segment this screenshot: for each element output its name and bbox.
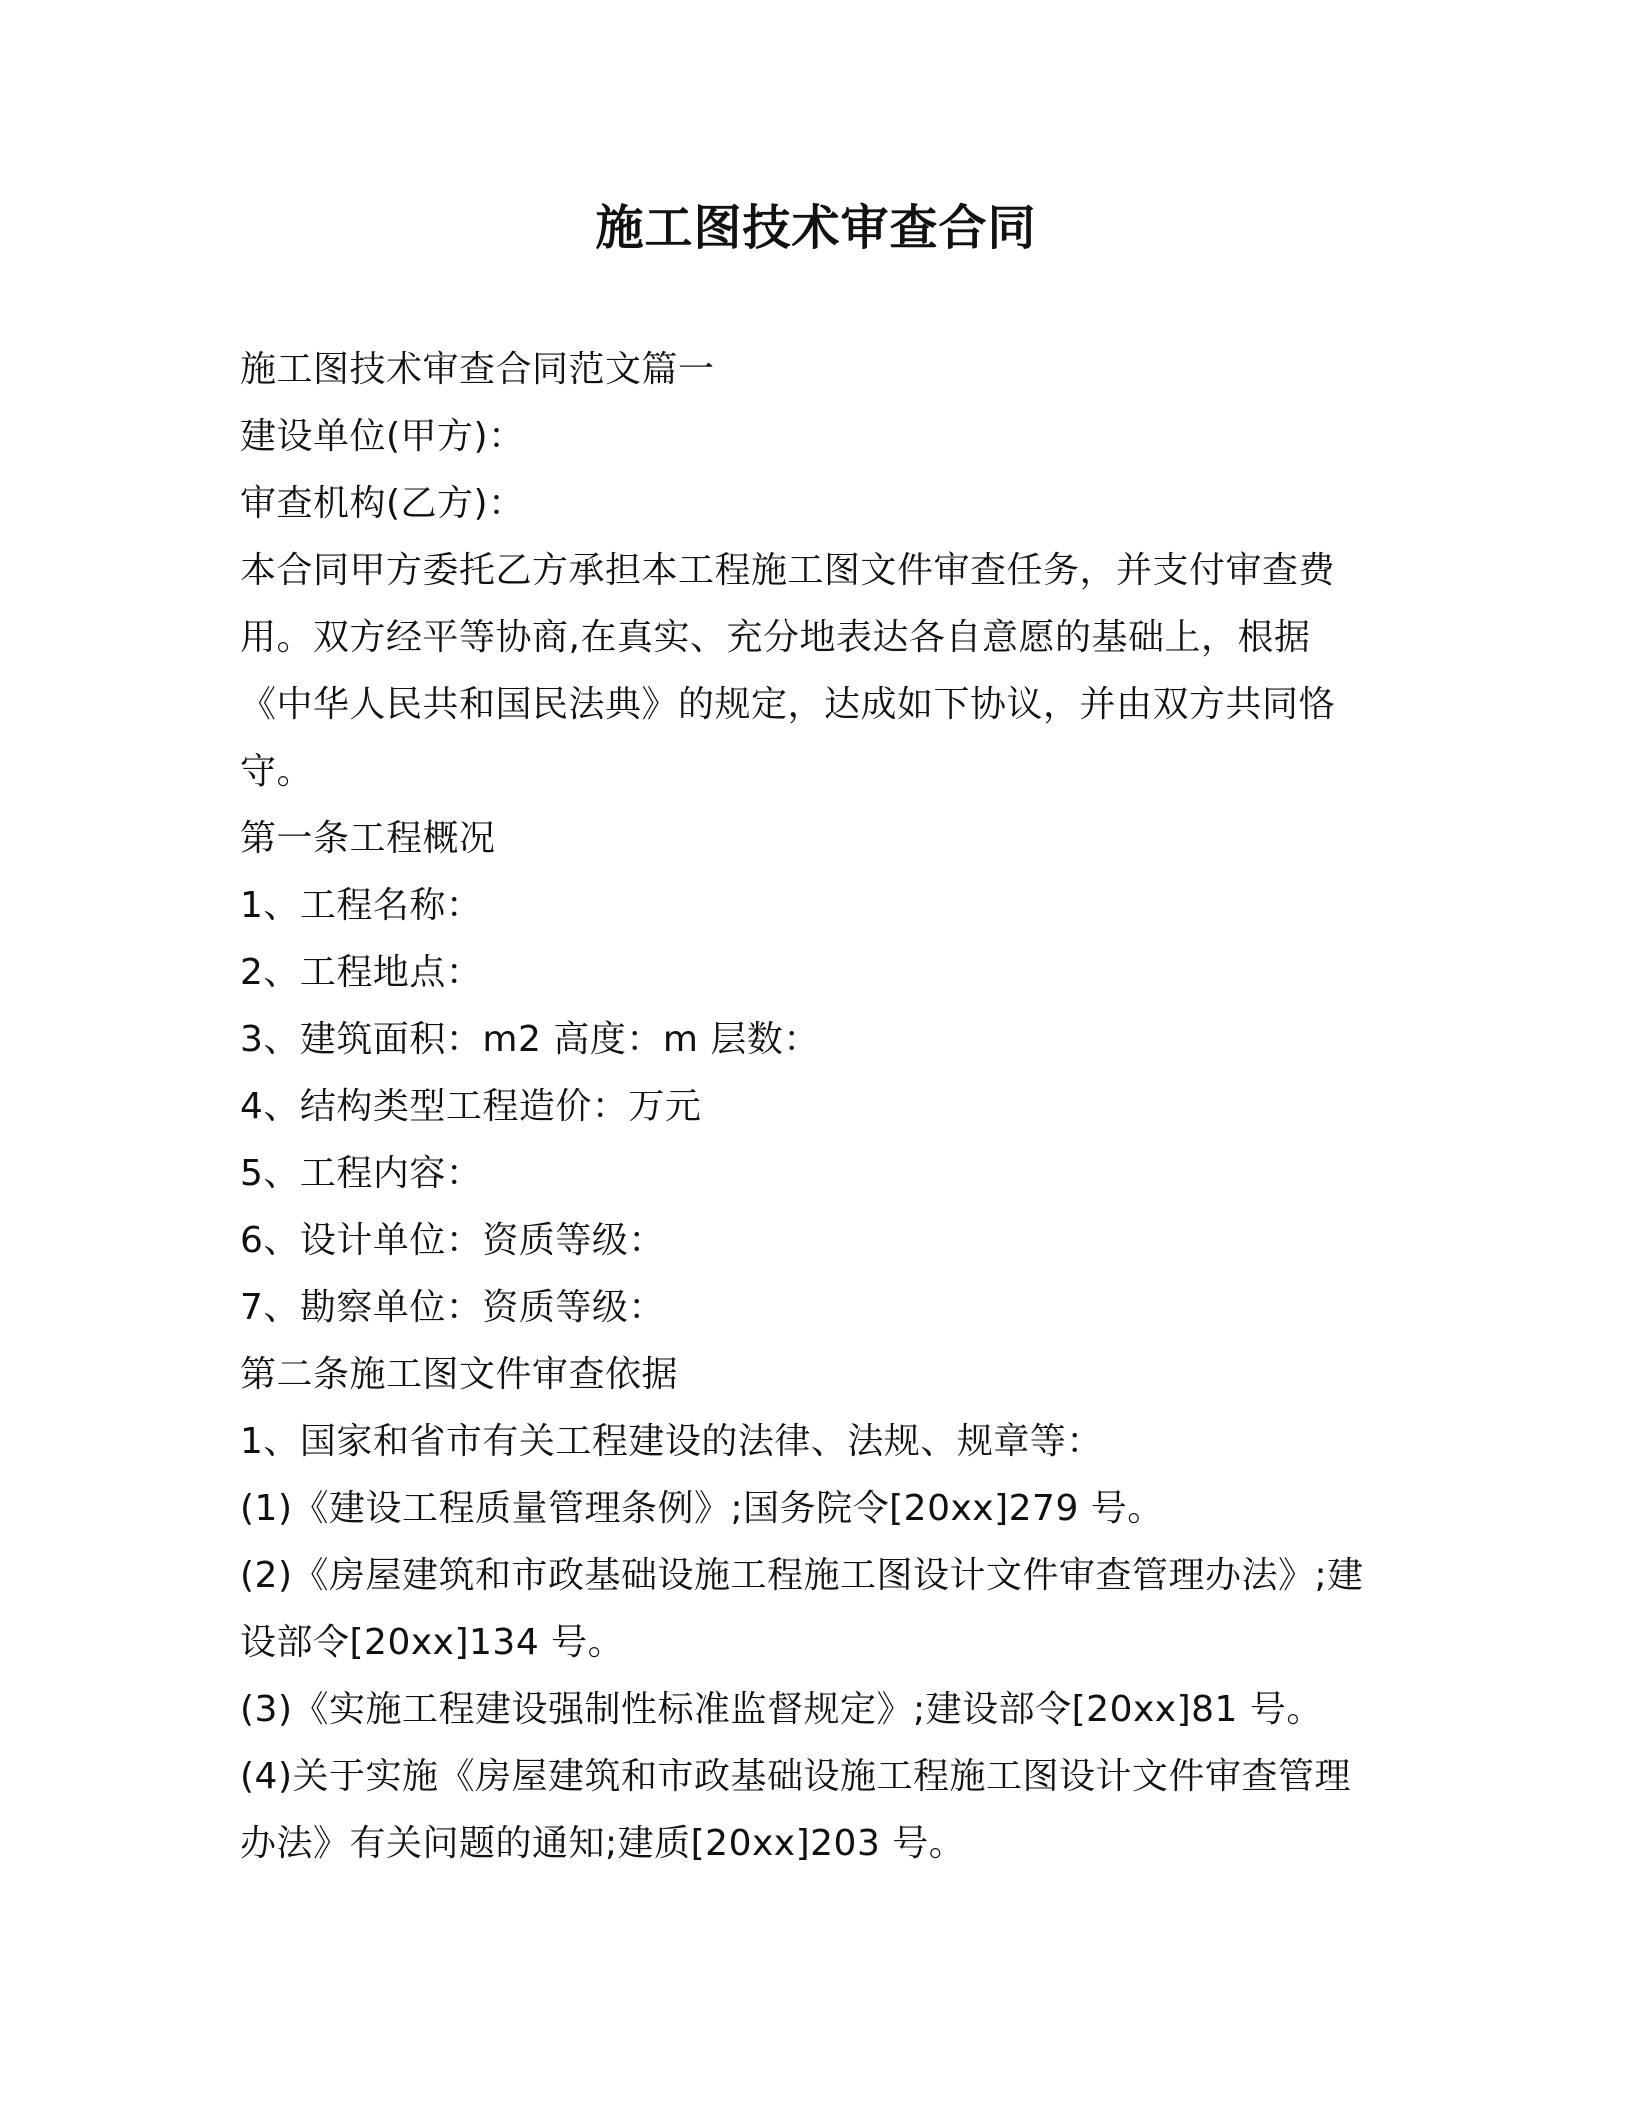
regulation-item: (3)《实施工程建设强制性标准监督规定》;建设部令[20xx]81 号。 [240,1689,1323,1730]
regulation-item: (2)《房屋建筑和市政基础设施工程施工图设计文件审查管理办法》;建 [240,1555,1364,1596]
paragraph-line: 守。 [240,751,314,792]
document-title: 施工图技术审查合同 [595,200,1037,256]
regulation-item: 办法》有关问题的通知;建质[20xx]203 号。 [240,1823,966,1864]
list-item: 7、勘察单位：资质等级： [240,1287,665,1328]
paragraph-line: 《中华人民共和国民法典》的规定，达成如下协议，并由双方共同恪 [240,684,1336,725]
list-item: 1、国家和省市有关工程建设的法律、法规、规章等： [240,1421,1103,1462]
paragraph-line: 用。双方经平等协商,在真实、充分地表达各自意愿的基础上，根据 [240,617,1311,658]
list-item: 4、结构类型工程造价：万元 [240,1086,702,1127]
regulation-item: (4)关于实施《房屋建筑和市政基础设施工程施工图设计文件审查管理 [240,1756,1351,1797]
regulation-item: 设部令[20xx]134 号。 [240,1622,625,1663]
section-heading: 施工图技术审查合同范文篇一 [240,349,715,390]
list-item: 1、工程名称： [240,885,483,926]
list-item: 2、工程地点： [240,952,483,993]
article-heading: 第一条工程概况 [240,818,496,859]
party-b-line: 审查机构(乙方)： [240,483,525,524]
article-heading: 第二条施工图文件审查依据 [240,1354,679,1395]
list-item: 3、建筑面积：m2 高度：m 层数： [240,1019,820,1060]
paragraph-line: 本合同甲方委托乙方承担本工程施工图文件审查任务，并支付审查费 [240,550,1336,591]
regulation-item: (1)《建设工程质量管理条例》;国务院令[20xx]279 号。 [240,1488,1164,1529]
list-item: 6、设计单位：资质等级： [240,1220,665,1261]
list-item: 5、工程内容： [240,1153,483,1194]
party-a-line: 建设单位(甲方)： [240,416,525,457]
document-body [240,336,1390,1877]
